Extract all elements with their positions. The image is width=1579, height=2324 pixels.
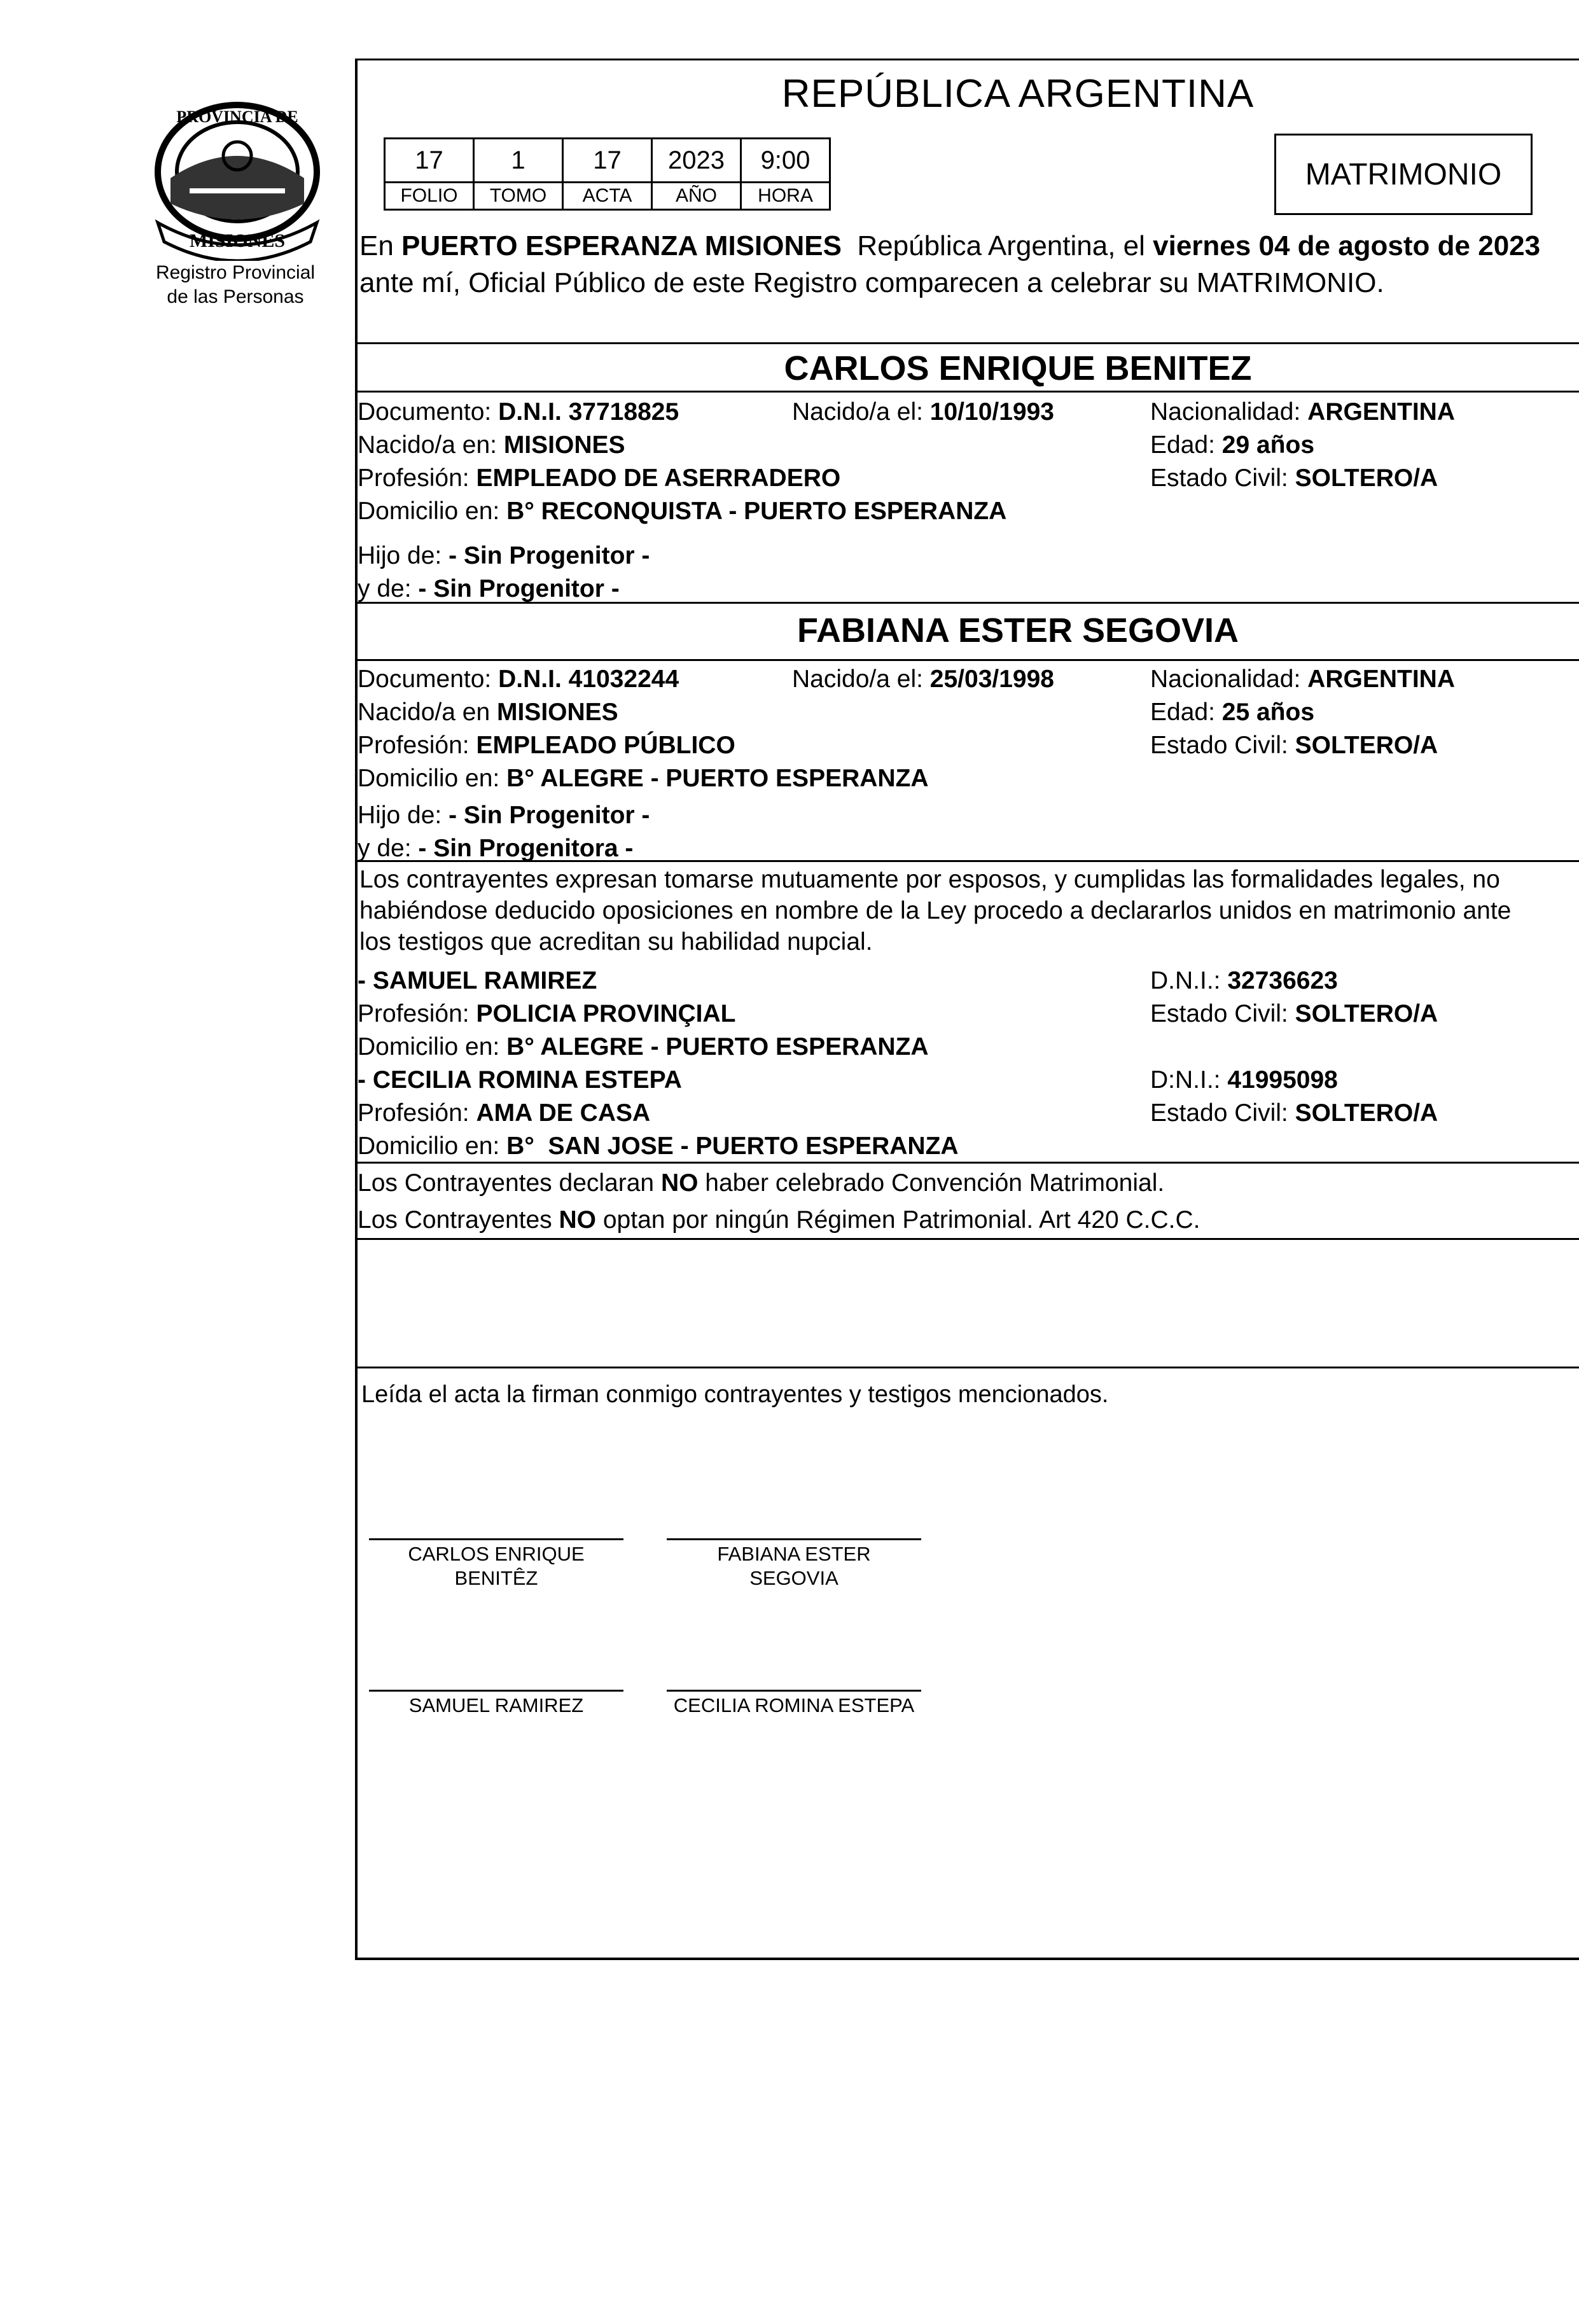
groom-civil-status: Estado Civil: SOLTERO/A — [1150, 464, 1438, 492]
declaration-line1: Los contrayentes expresan tomarse mutuamente por esposos, y cumplidas las formalidades legales, no — [359, 866, 1500, 893]
divider — [355, 1238, 1579, 1240]
acta-label: ACTA — [563, 183, 652, 210]
witness2-address: Domicilio en: B° SAN JOSE - PUERTO ESPERANZA — [358, 1132, 959, 1160]
intro-date: viernes 04 de agosto de 2023 — [1153, 230, 1541, 261]
bride-age: Edad: 25 años — [1150, 699, 1315, 726]
registry-caption — [108, 261, 363, 309]
hour-value: 9:00 — [741, 139, 830, 183]
convention-line1: Los Contrayentes declaran NO haber celebrado Convención Matrimonial. — [358, 1169, 1165, 1197]
signature-line — [667, 1690, 921, 1692]
signature-line — [667, 1538, 921, 1540]
bride-parent1: Hijo de: - Sin Progenitor - — [358, 802, 650, 829]
registry-caption-line2: de las Personas — [167, 286, 304, 307]
witness1-name: - SAMUEL RAMIREZ — [358, 967, 597, 994]
reading-statement: Leída el acta la firman conmigo contrayentes y testigos mencionados. — [361, 1381, 1109, 1408]
certificate-type-box — [1274, 134, 1533, 215]
bride-birthplace: Nacido/a en MISIONES — [358, 699, 618, 726]
bride-civil-status: Estado Civil: SOLTERO/A — [1150, 732, 1438, 759]
bride-profession: Profesión: EMPLEADO PÚBLICO — [358, 732, 735, 759]
divider — [355, 659, 1579, 661]
certificate-type: MATRIMONIO — [1305, 157, 1502, 191]
intro-mid: República Argentina, el — [841, 230, 1153, 261]
groom-birthplace: Nacido/a en: MISIONES — [358, 431, 625, 459]
declaration-line2: habiéndose deducido oposiciones en nombre de la Ley procedo a declararlos unidos en matrimonio ante — [359, 897, 1512, 924]
groom-name: CARLOS ENRIQUE BENITEZ — [784, 349, 1252, 387]
signature-witness2: CECILIA ROMINA ESTEPA — [673, 1694, 915, 1716]
witness1-dni: D.N.I.: 32736623 — [1150, 967, 1338, 994]
groom-profession: Profesión: EMPLEADO DE ASERRADERO — [358, 464, 841, 492]
divider — [355, 860, 1579, 862]
declaration-paragraph — [359, 864, 1579, 957]
bride-address: Domicilio en: B° ALEGRE - PUERTO ESPERANZA — [358, 765, 929, 792]
witness1-profession: Profesión: POLICIA PROVINÇIAL — [358, 1000, 736, 1027]
witness2-dni: D:N.I.: 41995098 — [1150, 1066, 1338, 1094]
signature-groom: CARLOS ENRIQUE BENITÊZ — [408, 1543, 585, 1589]
registry-caption-line1: Registro Provincial — [155, 262, 316, 283]
page-title: REPÚBLICA ARGENTINA — [781, 72, 1255, 116]
divider — [355, 602, 1579, 604]
divider — [355, 1367, 1579, 1368]
groom-age: Edad: 29 años — [1150, 431, 1315, 459]
intro-paragraph — [359, 228, 1579, 302]
divider — [355, 391, 1579, 393]
folio-label: FOLIO — [385, 183, 474, 210]
convention-line2: Los Contrayentes NO optan por ningún Régimen Patrimonial. Art 420 C.C.C. — [358, 1206, 1200, 1234]
hour-label: HORA — [741, 183, 830, 210]
divider — [355, 1162, 1579, 1164]
groom-parent2: y de: - Sin Progenitor - — [358, 575, 620, 602]
signature-bride: FABIANA ESTER SEGOVIA — [717, 1543, 871, 1589]
intro-line2: ante mí, Oficial Público de este Registro comparecen a celebrar su MATRIMONIO. — [359, 267, 1384, 298]
bride-nationality: Nacionalidad: ARGENTINA — [1150, 665, 1456, 693]
signature-witness1: SAMUEL RAMIREZ — [408, 1694, 584, 1716]
witness2-profession: Profesión: AMA DE CASA — [358, 1099, 651, 1127]
witness1-civil-status: Estado Civil: SOLTERO/A — [1150, 1000, 1438, 1027]
intro-pre: En — [359, 230, 402, 261]
acta-value: 17 — [563, 139, 652, 183]
divider — [355, 342, 1579, 344]
year-value: 2023 — [652, 139, 741, 183]
year-label: AÑO — [652, 183, 741, 210]
folio-table — [384, 137, 831, 211]
bride-parent2: y de: - Sin Progenitora - — [358, 835, 634, 862]
tomo-label: TOMO — [474, 183, 563, 210]
tomo-value: 1 — [474, 139, 563, 183]
bride-name: FABIANA ESTER SEGOVIA — [796, 611, 1239, 650]
witness2-civil-status: Estado Civil: SOLTERO/A — [1150, 1099, 1438, 1127]
bride-document: Documento: D.N.I. 41032244 — [358, 665, 679, 693]
seal-text-top: PROVINCIA DE — [176, 108, 298, 126]
folio-value: 17 — [385, 139, 474, 183]
witness1-address: Domicilio en: B° ALEGRE - PUERTO ESPERANZA — [358, 1033, 929, 1061]
groom-address: Domicilio en: B° RECONQUISTA - PUERTO ESPERANZA — [358, 498, 1007, 525]
province-seal — [145, 95, 330, 261]
intro-place: PUERTO ESPERANZA MISIONES — [401, 230, 842, 261]
bride-birthdate: Nacido/a el: 25/03/1998 — [792, 665, 1054, 693]
groom-nationality: Nacionalidad: ARGENTINA — [1150, 398, 1456, 426]
seal-text-bottom: MISIONES — [189, 230, 286, 251]
groom-document: Documento: D.N.I. 37718825 — [358, 398, 679, 426]
groom-birthdate: Nacido/a el: 10/10/1993 — [792, 398, 1054, 426]
declaration-line3: los testigos que acreditan su habilidad nupcial. — [359, 928, 873, 956]
signature-line — [369, 1538, 623, 1540]
groom-parent1: Hijo de: - Sin Progenitor - — [358, 542, 650, 569]
signature-line — [369, 1690, 623, 1692]
witness2-name: - CECILIA ROMINA ESTEPA — [358, 1066, 682, 1094]
